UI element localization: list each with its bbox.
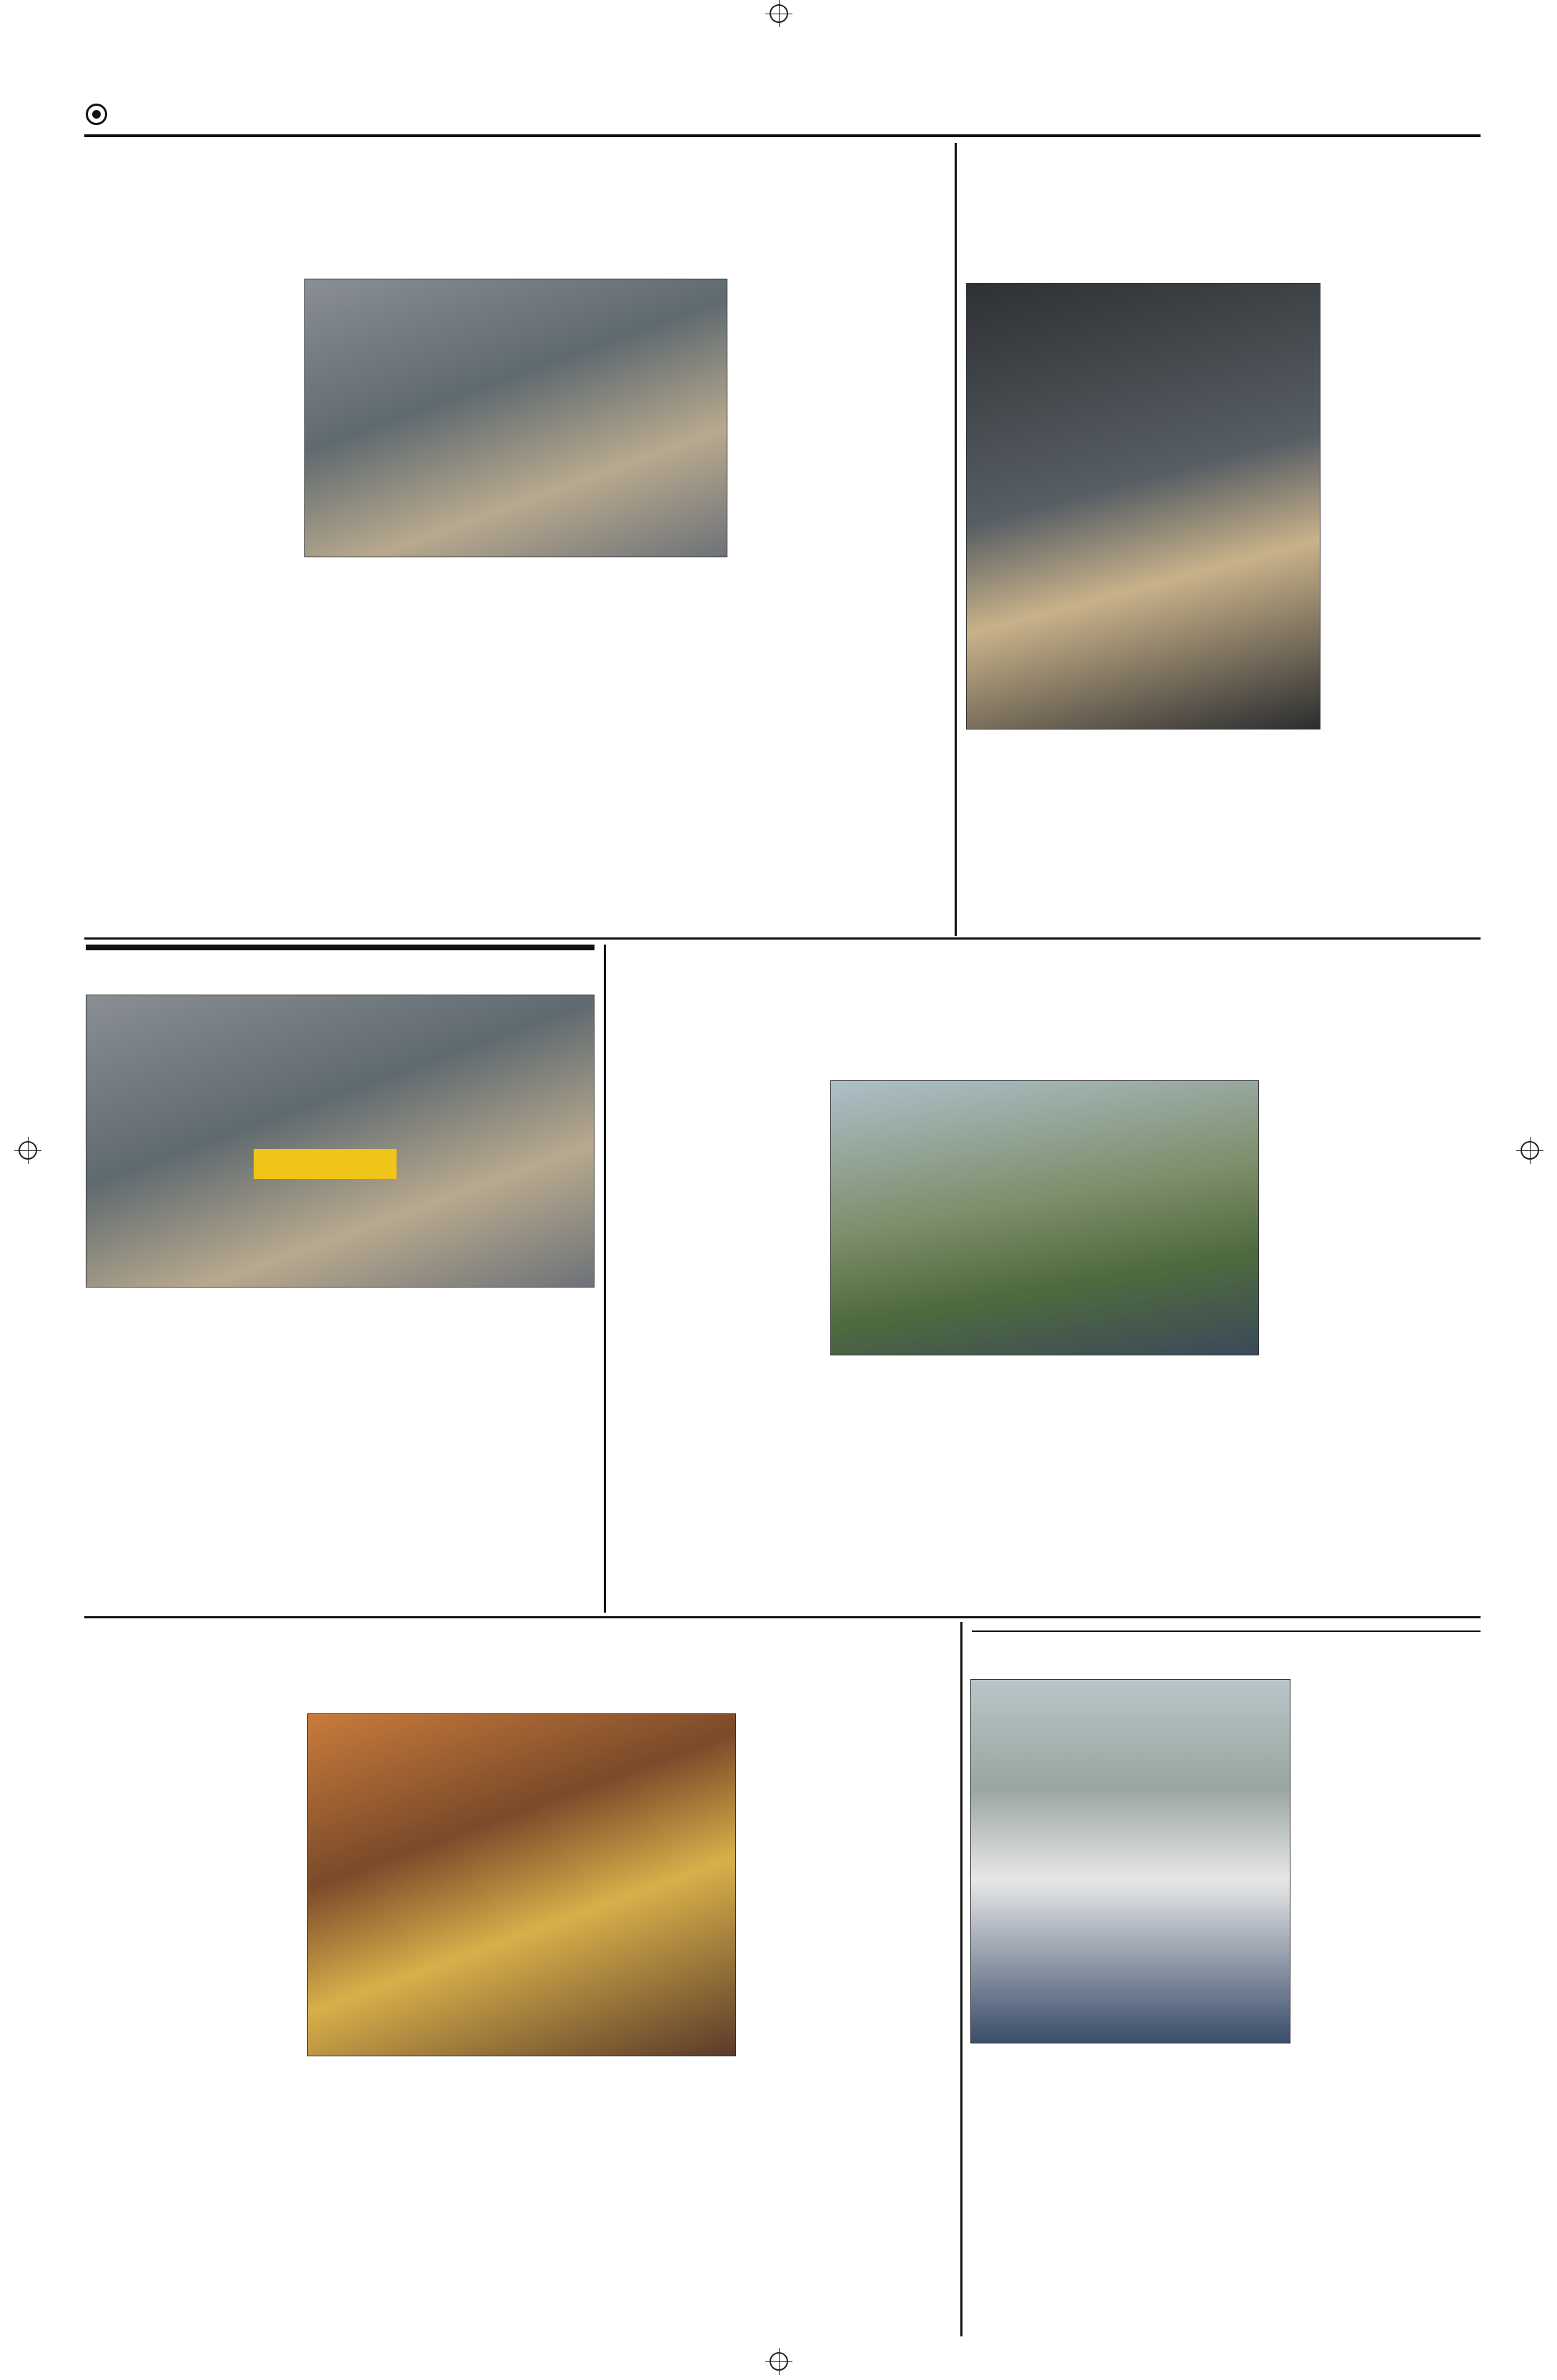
column-rule (604, 945, 606, 1613)
story3-headline (86, 945, 595, 950)
story5-photo (307, 1713, 736, 2056)
story5-body-col4 (743, 1711, 950, 2329)
story2-body-col2 (966, 740, 1222, 932)
story2-body-col3 (1229, 740, 1482, 932)
story1-body-col4 (736, 275, 945, 932)
story4-body-col1 (615, 1079, 822, 1611)
story4-body-col2 (830, 1363, 1040, 1611)
registration-mark-right (1521, 1141, 1539, 1160)
section-rule (84, 1616, 1481, 1618)
story6-photo (970, 1679, 1290, 2043)
story2-photo (966, 283, 1320, 730)
registration-mark-left (19, 1141, 37, 1160)
story3-body-col2 (344, 1295, 595, 1609)
registration-mark-top (770, 4, 788, 23)
story6-headline (972, 1626, 1481, 1632)
story1-body-col2 (304, 566, 510, 932)
story1-photo (304, 279, 727, 557)
story5-body-col3 (526, 2065, 736, 2329)
registration-mark-bottom (770, 2352, 788, 2371)
masthead-rule (84, 134, 1481, 137)
logo-emblem-icon (86, 104, 107, 125)
column-rule (960, 1622, 962, 2336)
story4-body-col4 (1268, 1079, 1482, 1611)
story3-photo (86, 995, 595, 1288)
story1-body-col3 (519, 566, 726, 932)
section-rule (84, 937, 1481, 940)
column-rule (955, 143, 957, 936)
story6-body-col1 (970, 2051, 1222, 2326)
story4-photo (830, 1080, 1259, 1355)
story5-body-col1 (86, 1711, 300, 2326)
story2-body-col1 (1328, 279, 1482, 730)
story1-body-col1 (87, 275, 296, 932)
story4-body-col3 (1049, 1363, 1259, 1611)
story5-body-col2 (307, 2065, 519, 2329)
story6-body-col2 (1298, 1679, 1482, 2326)
story3-body-col1 (86, 1295, 336, 1609)
number-plate (254, 1149, 397, 1179)
masthead-logo (86, 91, 107, 125)
